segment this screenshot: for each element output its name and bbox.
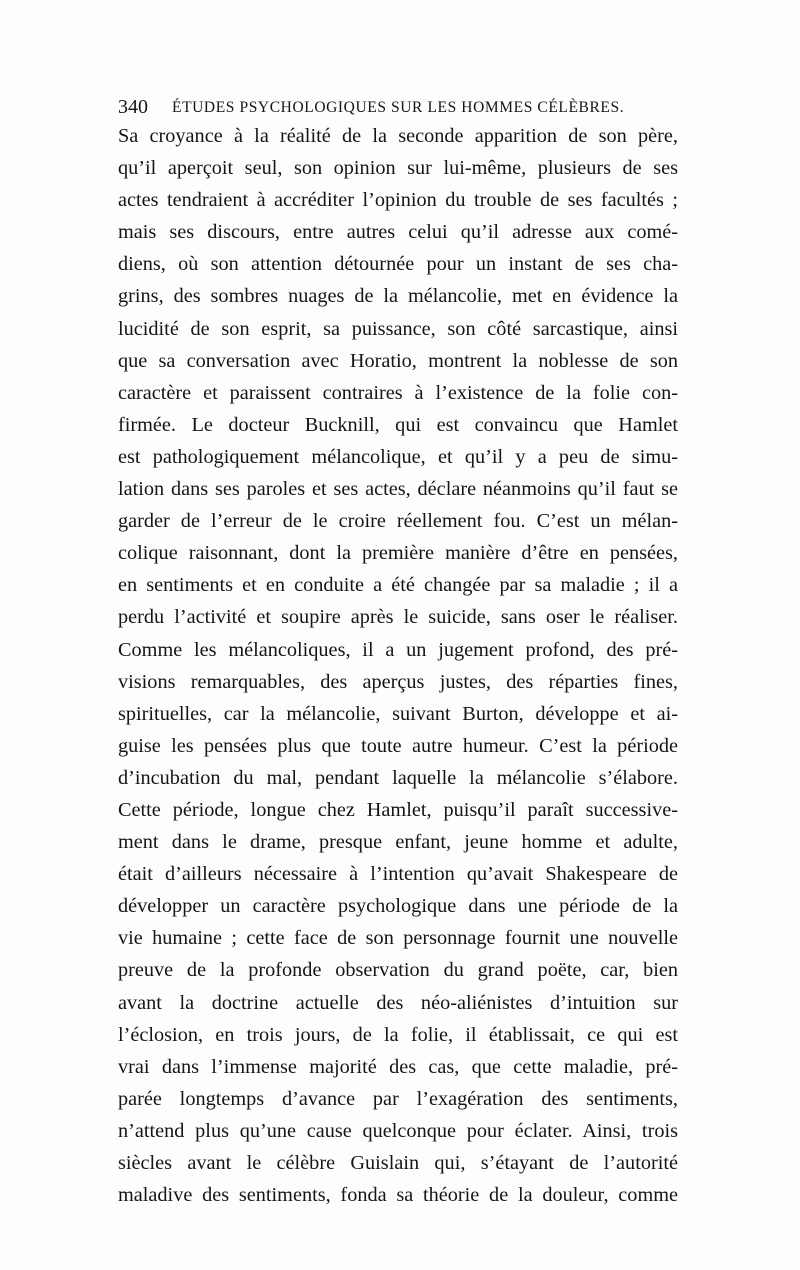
text-line: l’éclosion, en trois jours, de la folie, il établissait, ce qui est bbox=[118, 1023, 678, 1046]
text-line: maladive des sentiments, fonda sa théorie de la douleur, comme bbox=[118, 1184, 678, 1207]
text-line: qu’il aperçoit seul, son opinion sur lui-même, plusieurs de ses bbox=[118, 157, 678, 180]
text-line: parée longtemps d’avance par l’exagération des sentiments, bbox=[118, 1087, 678, 1110]
text-line: garder de l’erreur de le croire réellement fou. C’est un mélan- bbox=[118, 510, 678, 533]
text-line: lation dans ses paroles et ses actes, déclare néanmoins qu’il faut se bbox=[118, 478, 678, 501]
text-line: perdu l’activité et soupire après le suicide, sans oser le réaliser. bbox=[118, 606, 678, 629]
text-line: colique raisonnant, dont la première manière d’être en pensées, bbox=[118, 542, 678, 565]
text-line: firmée. Le docteur Bucknill, qui est convaincu que Hamlet bbox=[118, 413, 678, 436]
body-text bbox=[118, 120, 678, 1211]
text-line: vie humaine ; cette face de son personnage fournit une nouvelle bbox=[118, 927, 678, 950]
text-line: d’incubation du mal, pendant laquelle la mélancolie s’élabore. bbox=[118, 766, 678, 789]
text-line: Cette période, longue chez Hamlet, puisqu’il paraît successive- bbox=[118, 798, 678, 821]
text-line: que sa conversation avec Horatio, montrent la noblesse de son bbox=[118, 349, 678, 372]
text-line: n’attend plus qu’une cause quelconque pour éclater. Ainsi, trois bbox=[118, 1119, 678, 1142]
text-line: mais ses discours, entre autres celui qu’il adresse aux comé- bbox=[118, 221, 678, 244]
text-line: ment dans le drame, presque enfant, jeune homme et adulte, bbox=[118, 831, 678, 854]
text-line: preuve de la profonde observation du grand poëte, car, bien bbox=[118, 959, 678, 982]
text-line: spirituelles, car la mélancolie, suivant Burton, développe et ai- bbox=[118, 702, 678, 725]
text-line: siècles avant le célèbre Guislain qui, s’étayant de l’autorité bbox=[118, 1152, 678, 1174]
running-title: ÉTUDES PSYCHOLOGIQUES SUR LES HOMMES CÉLÈBRES. bbox=[172, 99, 625, 116]
text-line: visions remarquables, des aperçus justes, des réparties fines, bbox=[118, 670, 678, 693]
running-head bbox=[118, 95, 678, 121]
text-line: est pathologiquement mélancolique, et qu’il y a peu de simu- bbox=[118, 445, 678, 468]
text-line: développer un caractère psychologique dans une période de la bbox=[118, 895, 678, 918]
text-line: en sentiments et en conduite a été changée par sa maladie ; il a bbox=[118, 574, 678, 597]
text-line: grins, des sombres nuages de la mélancolie, met en évidence la bbox=[118, 285, 678, 308]
page-number: 340 bbox=[118, 96, 148, 118]
text-line: lucidité de son esprit, sa puissance, son côté sarcastique, ainsi bbox=[118, 317, 678, 340]
text-line: actes tendraient à accréditer l’opinion du trouble de ses facultés ; bbox=[118, 189, 678, 212]
text-line: Comme les mélancoliques, il a un jugement profond, des pré- bbox=[118, 638, 678, 661]
text-line: guise les pensées plus que toute autre humeur. C’est la période bbox=[118, 734, 678, 757]
text-line: avant la doctrine actuelle des néo-aliénistes d’intuition sur bbox=[118, 991, 678, 1014]
text-line: vrai dans l’immense majorité des cas, que cette maladie, pré- bbox=[118, 1055, 678, 1078]
text-line: caractère et paraissent contraires à l’existence de la folie con- bbox=[118, 381, 678, 404]
text-line: Sa croyance à la réalité de la seconde apparition de son père, bbox=[118, 125, 678, 147]
text-line: diens, où son attention détournée pour un instant de ses cha- bbox=[118, 253, 678, 276]
text-line: était d’ailleurs nécessaire à l’intention qu’avait Shakespeare de bbox=[118, 863, 678, 886]
